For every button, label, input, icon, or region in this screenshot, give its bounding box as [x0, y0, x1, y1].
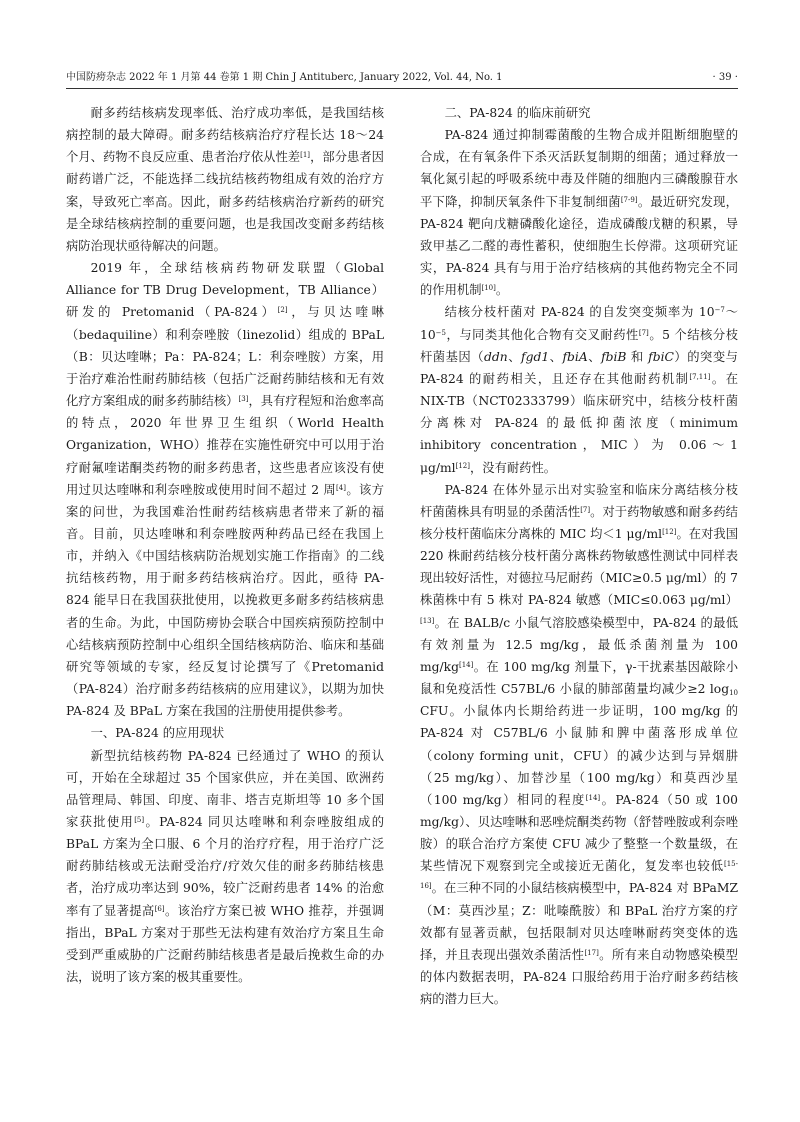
citation[interactable]: [4] — [336, 483, 346, 492]
paragraph: PA-824 通过抑制霉菌酸的生物合成并阻断细胞壁的合成，在有氧条件下杀灭活跃复制期的细菌；通过释放一氧化氮引起的呼吸系统中毒及伴随的细胞内三磷酸腺苷水平下降，抑制厌氧条件下非复制细菌[7-9]。最近研究发现，PA-824 靶向戊糖磷酸化途径，造成磷酸戊糖的积累，导致甲基乙二醛的毒性蓄积，使细胞生长停滞。这项研究证实，PA-824 具有与用于治疗结核病的其他药物完全不同的作用机制[10]。 — [420, 128, 738, 298]
citation[interactable]: [3] — [238, 395, 249, 404]
citation[interactable]: [10] — [481, 284, 496, 293]
journal-citation: 中国防痨杂志 2022 年 1 月第 44 卷第 1 期 Chin J Antituberc, January 2022, Vol. 44, No. 1 — [66, 72, 503, 83]
citation[interactable]: [7] — [580, 505, 591, 514]
citation[interactable]: [14] — [459, 660, 474, 669]
gene-name: fbiA — [562, 349, 588, 364]
citation[interactable]: [12] — [662, 527, 677, 536]
gene-name: fbiC — [648, 349, 674, 364]
section-heading: 一、PA-824 的应用现状 — [90, 726, 225, 741]
running-header — [66, 70, 738, 89]
left-column — [66, 102, 384, 988]
citation[interactable]: [12] — [455, 461, 470, 470]
citation[interactable]: [7,11] — [689, 372, 711, 381]
citation[interactable]: [7-9] — [620, 195, 638, 204]
citation[interactable]: [1] — [300, 151, 311, 160]
paragraph: 结核分枝杆菌对 PA-824 的自发突变频率为 $10^{-7}\sim 10^{-5}$，与同类其他化合物有交叉耐药性[7]。5 个结核分枝杆菌基因（ddn、fgd1、fbiA、fbiB 和 fbiC）的突变与 PA-824 的耐药相关，且还存在其他耐药机制[7,11]。在 NIX-TB（NCT02333799）临床研究中，结核分枝杆菌分离株对 PA-824 的最低抑菌浓度（minimum inhibitory concentration，MIC）为 0.06～1 μg/ml[12]，没有耐药性。 — [420, 305, 738, 475]
citation[interactable]: [7] — [638, 328, 649, 337]
paragraph: 新型抗结核药物 PA-824 已经通过了 WHO 的预认可，开始在全球超过 35 个国家供应，并在美国、欧洲药品管理局、韩国、印度、南非、塔吉克斯坦等 10 多个国家获批使用[5]。PA-824 同贝达喹啉和利奈唑胺组成的 BPaL 方案为全口服、6 个月的治疗疗程，用于治疗广泛耐药肺结核或无法耐受治疗/疗效欠佳的耐多药肺结核患者，治疗成功率达到 90%，较广泛耐药患者 14% 的治愈率有了显著提高[6]。该治疗方案已被 WHO 推荐，并强调指出，BPaL 方案对于那些无法构建有效治疗方案且生命受到严重威胁的广泛耐药肺结核患者是最后挽救生命的办法，说明了该方案的极其重要性。 — [66, 748, 384, 985]
paragraph: 2019 年，全球结核病药物研发联盟（Global Alliance for TB Drug Development，TB Alliance）研发的 Pretomanid（PA-824）[2]，与贝达喹啉（bedaquiline）和利奈唑胺（linezolid）组成的 BPaL（B：贝达喹啉；Pa：PA-824；L：利奈唑胺）方案，用于治疗难治性耐药肺结核（包括广泛耐药肺结核和无有效化疗方案组成的耐多药肺结核）[3]，具有疗程短和治愈率高的特点，2020 年世界卫生组织（World Health Organization，WHO）推荐在实施性研究中可以用于治疗耐氟喹诺酮类药物的耐多药患者，这些患者应该没有使用过贝达喹啉和利奈唑胺或使用时间不超过 2 周[4]。该方案的问世，为我国难治性耐药结核病患者带来了新的福音。目前，贝达喹啉和利奈唑胺两种药品已经在我国上市，并纳入《中国结核病防治规划实施工作指南》的二线抗结核药物，用于耐多药结核病治疗。因此，亟待 PA-824 能早日在我国获批使用，以挽救更多耐多药结核病患者的生命。为此，中国防痨协会联合中国疾病预防控制中心结核病预防控制中心组织全国结核病防治、临床和基础研究等领域的专家，经反复讨论撰写了《Pretomanid（PA-824）治疗耐多药结核病的应用建议》，以期为加快 PA-824 及 BPaL 方案在我国的注册使用提供参考。 — [66, 261, 384, 719]
page-number: · 39 · — [712, 72, 738, 83]
section-heading: 二、PA-824 的临床前研究 — [444, 106, 591, 120]
citation[interactable]: [5] — [134, 816, 145, 824]
right-column — [420, 102, 738, 1010]
paragraph: 耐多药结核病发现率低、治疗成功率低，是我国结核病控制的最大障碍。耐多药结核病治疗疗程长达 18～24 个月、药物不良反应重、患者治疗依从性差[1]，部分患者因耐药谱广泛，不能选择二线抗结核药物组成有效的治疗方案，导致死亡率高。因此，耐多药结核病治疗新药的研究是全球结核病控制的重要问题，也是我国改变耐多药结核病防治现状亟待解决的问题。 — [66, 106, 384, 253]
gene-name: fbiB — [601, 349, 627, 364]
gene-name: ddn — [484, 349, 508, 364]
citation[interactable]: [6] — [154, 904, 165, 913]
paragraph: PA-824 在体外显示出对实验室和临床分离结核分枝杆菌菌株具有明显的杀菌活性[7]。对于药物敏感和耐多药结核分枝杆菌临床分离株的 MIC 均＜1 μg/ml[12]。在对我国 220 株耐药结核分枝杆菌分离株药物敏感性测试中同样表现出较好活性，对德拉马尼耐药（MIC≥0.5 μg/ml）的 7 株菌株中有 5 株对 PA-824 敏感（MIC≤0.063 μg/ml）[13]。在 BALB/c 小鼠气溶胶感染模型中，PA-824 的最低有效剂量为 12.5 mg/kg，最低杀菌剂量为 100 mg/kg[14]。在 100 mg/kg 剂量下，γ-干扰素基因敲除小鼠和免疫活性 C57BL/6 小鼠的肺部菌量均减少≥2 $\log_{10}$ CFU。小鼠体内长期给药进一步证明，100 mg/kg 的 PA-824 对 C57BL/6 小鼠肺和脾中菌落形成单位（colony forming unit，CFU）的减少达到与异烟肼（25 mg/kg）、加替沙星（100 mg/kg）和莫西沙星（100 mg/kg）相同的程度[14]。PA-824（50 或 100 mg/kg）、贝达喹啉和恶唑烷酮类药物（舒替唑胺或利奈唑胺）的联合治疗方案使 CFU 减少了整整一个数量级，在某些情况下观察到完全或接近无菌化，复发率也较低[15-16]。在三种不同的小鼠结核病模型中，PA-824 对 BPaMZ（M：莫西沙星；Z：吡嗪酰胺）和 BPaL 治疗方案的疗效都有显著贡献，包括限制对贝达喹啉耐药突变体的选择，并且表现出强效杀菌活性[17]。所有来自动物感染模型的体内数据表明，PA-824 口服给药用于治疗耐多药结核病的潜力巨大。 — [420, 482, 738, 1007]
citation[interactable]: [14] — [585, 793, 601, 802]
citation[interactable]: [17] — [584, 948, 599, 957]
citation[interactable]: [13] — [420, 616, 435, 625]
gene-name: fgd1 — [521, 349, 550, 364]
citation[interactable]: [15-16] — [420, 860, 738, 891]
citation[interactable]: [2] — [277, 306, 288, 315]
